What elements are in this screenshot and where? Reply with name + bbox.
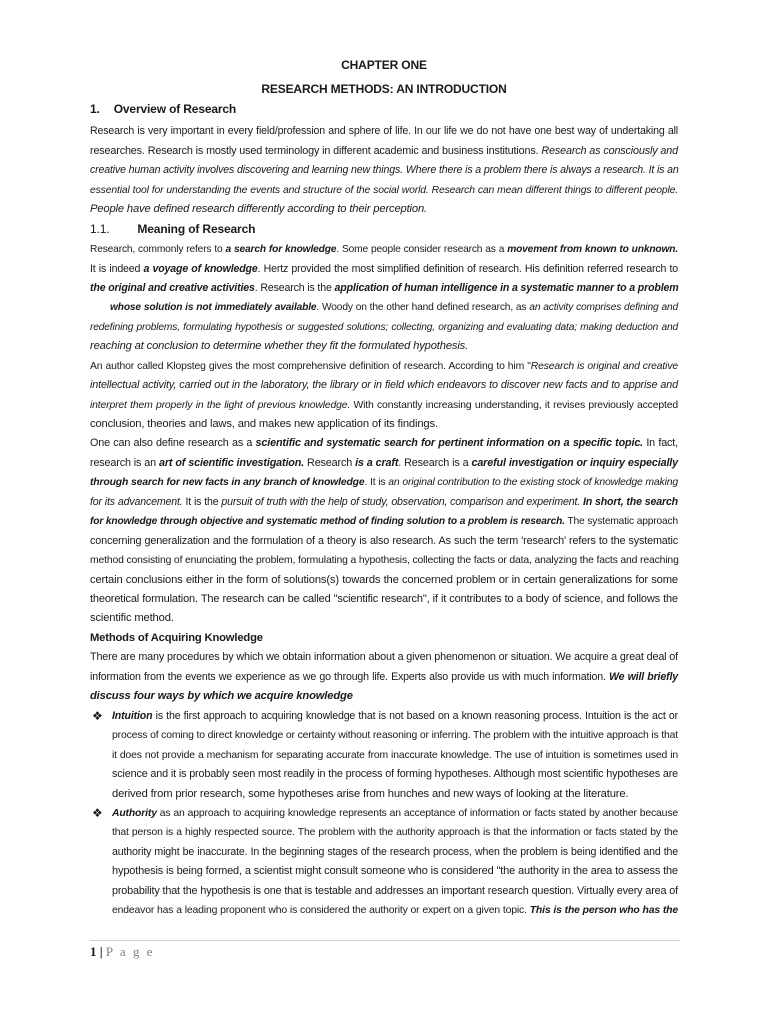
section-title: Meaning of Research	[137, 222, 256, 236]
paragraph-line: There are many procedures by which we obtain information about a given phenomenon or situation. We acquire a great deal of	[90, 651, 678, 663]
paragraph-line: creative human activity involves discovering and learning new things. Where there is a problem there is always a research. It is an	[90, 164, 679, 176]
page-separator: |	[96, 944, 106, 959]
paragraph-line: It is indeed a voyage of knowledge. Hertz provided the most simplified definition of research. His definition referred research to	[90, 263, 678, 275]
paragraph-line: discuss four ways by which we acquire knowledge	[90, 690, 353, 702]
bullet-line: Authority as an approach to acquiring knowledge represents an acceptance of information or facts stated by another because	[112, 808, 678, 819]
paragraph-line: reaching at conclusion to determine whether they fit the formulated hypothesis.	[90, 340, 469, 352]
section-heading-meaning	[90, 220, 678, 239]
section-number: 1.	[90, 102, 100, 116]
paragraph-line: method consisting of enunciating the problem, formulating a hypothesis, collecting the facts or data, analyzing the facts and reaching	[90, 555, 679, 566]
paragraph-line: essential tool for understanding the events and structure of the social world. Research can mean different things to different people.	[90, 185, 678, 196]
paragraph-line: concerning generalization and the formulation of a theory is also research. As such the term 'research' refers to the systematic	[90, 535, 678, 547]
bullet-line: Intuition is the first approach to acquiring knowledge that is not based on a known reasoning process. Intuition is the act or	[112, 710, 678, 722]
paragraph-line: scientific method.	[90, 612, 174, 624]
paragraph-line: intellectual activity, carried out in the laboratory, the library or in field which endeavors to discover new facts and to apprise and	[90, 379, 678, 391]
diamond-bullet-icon: ❖	[92, 806, 103, 820]
paragraph-line: An author called Klopsteg gives the most comprehensive definition of research. According to him "Research is original and creative	[90, 361, 678, 372]
paragraph-line: the original and creative activities. Research is the application of human intelligence in a systematic manner to a problem	[90, 282, 679, 294]
page-number: 1	[90, 944, 97, 959]
paragraph-line: Research, commonly refers to a search for knowledge. Some people consider research as a movement from known to unknown.	[90, 244, 679, 255]
paragraph-line: theoretical formulation. The research can be called "scientific research", if it contributes to a body of science, and follows the	[90, 593, 678, 605]
paragraph-line: whose solution is not immediately available. Woody on the other hand defined research, as an activity comprises defining and	[110, 302, 679, 313]
paragraph-line: research is an art of scientific investigation. Research is a craft. Research is a careful investigation or inquiry especially	[90, 457, 679, 469]
section-number: 1.1.	[90, 222, 110, 236]
section-title: Overview of Research	[113, 102, 237, 116]
paragraph-line: through search for new facts in any branch of knowledge. It is an original contribution to the existing stock of knowledge making	[90, 477, 678, 488]
bullet-line: endeavor has a leading proponent who is considered the authority or expert on a given topic. This is the person who has the	[112, 905, 679, 916]
page-label: P a g e	[105, 944, 155, 959]
bullet-line: probability that the hypothesis is one that is testable and addresses an important research question. Virtually every area of	[112, 885, 678, 897]
paragraph-line: conclusion, theories and laws, and makes new application of its findings.	[90, 418, 438, 430]
paragraph-line: interpret them properly in the light of previous knowledge. With constantly increasing understanding, it revises previously accepted	[90, 400, 678, 411]
methods-heading: Methods of Acquiring Knowledge	[90, 632, 263, 644]
paragraph-line: Research is very important in every field/profession and sphere of life. In our life we do not have one best way of undertaking all	[90, 125, 678, 137]
section-heading-overview	[90, 100, 678, 119]
bullet-line: process of coming to direct knowledge or certainty without reasoning or inferring. The problem with the intuitive approach is that	[112, 730, 678, 741]
footer-divider	[90, 940, 680, 941]
bullet-line: authority might be inaccurate. In the beginning stages of the research process, when the problem is being identified and the	[112, 846, 678, 858]
paragraph-line: certain conclusions either in the form of solutions(s) towards the concerned problem or in certain generalizations for some	[90, 574, 678, 586]
chapter-label: CHAPTER ONE	[341, 58, 427, 72]
paragraph-line: researches. Research is mostly used terminology in different academic and business institutions. Research as consciously and	[90, 145, 678, 157]
page-footer	[90, 941, 154, 963]
bullet-line: that person is a highly respected source. The problem with the authority approach is that the information or facts stated by the	[112, 827, 678, 838]
chapter-title: RESEARCH METHODS: AN INTRODUCTION	[261, 82, 507, 96]
bullet-line: science and it is probably seen most readily in the process of forming hypotheses. Although most scientific hypotheses are	[112, 768, 678, 780]
paragraph-line: for its advancement. It is the pursuit of truth with the help of study, observation, comparison and experiment. In short, the search	[90, 496, 679, 508]
diamond-bullet-icon: ❖	[92, 709, 103, 723]
bullet-line: hypothesis is being formed, a scientist might consult someone who is considered "the authority in the area to assess the	[112, 865, 678, 877]
paragraph-line: People have defined research differently according to their perception.	[90, 203, 427, 215]
paragraph-line: for knowledge through objective and systematic method of finding solution to a problem is research. The systematic approach	[90, 516, 678, 527]
paragraph-line: One can also define research as a scientific and systematic search for pertinent information on a specific topic. In fact,	[90, 437, 678, 449]
bullet-line: derived from prior research, some hypotheses arise from hunches and new ways of looking at the literature.	[112, 788, 629, 800]
paragraph-line: information from the events we experience as we go through life. Experts also provide us with much information. We will briefly	[90, 671, 679, 683]
bullet-line: it does not provide a mechanism for separating accurate from inaccurate knowledge. The use of intuition is sometimes used in	[112, 750, 678, 761]
paragraph-line: redefining problems, formulating hypothesis or suggested solutions; collecting, organizing and evaluating data; making deduction and	[90, 322, 678, 333]
